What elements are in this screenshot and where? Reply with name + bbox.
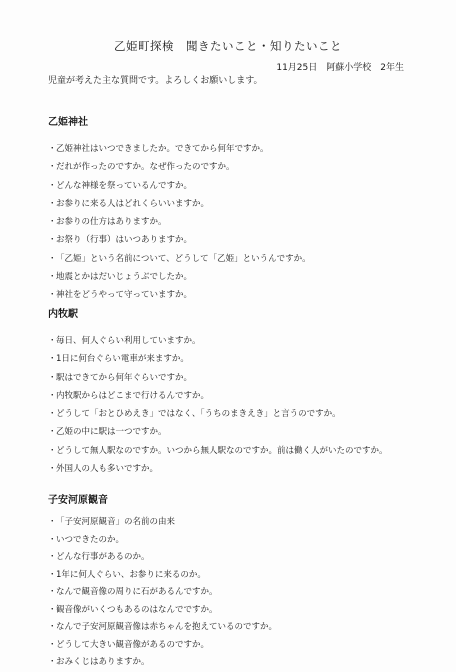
list-item [48,637,418,655]
bullet: ・ [48,604,57,615]
list-item [48,332,418,350]
bullet: ・ [48,622,57,632]
bullet: ・ [48,198,57,209]
list-item [48,268,418,286]
section-heading: 内牧駅 [48,309,78,320]
list-item [48,549,418,567]
bullet: ・ [48,253,57,264]
list-item [48,213,418,231]
bullet: ・ [48,235,57,246]
list-item [48,231,418,249]
item-text: お参りの仕方はありますか。 [56,217,167,228]
bullet: ・ [48,372,57,383]
list-item [48,195,418,213]
bullet: ・ [48,552,57,562]
bullet: ・ [48,162,57,173]
list-item [48,460,418,478]
item-text: どうして無人駅なのですか。いつから無人駅なのですか。前は働く人がいたのですか。 [56,445,388,456]
list-item [48,405,418,423]
bullet: ・ [48,272,57,283]
list-item [48,423,418,441]
bullet: ・ [48,390,57,401]
section-uchinomaki-station [48,308,418,478]
item-text: 1日に何台ぐらい電車が来ますか。 [56,354,189,365]
item-text: 神社をどうやって守っていますか。 [56,290,193,301]
item-text: なんで観音像の周りに石があるんですか。 [56,587,218,597]
list-item [48,514,418,532]
item-text: 1年に何人ぐらい、お参りに来るのか。 [56,569,206,580]
bullet: ・ [48,464,57,475]
bullet: ・ [48,657,57,667]
item-text: どんな行事があるのか。 [56,552,150,562]
item-text: いつできたのか。 [56,534,125,545]
bullet: ・ [48,427,57,438]
list-item [48,140,418,158]
item-text: だれが作ったのですか。なぜ作ったのですか。 [56,162,235,173]
bullet: ・ [48,354,57,365]
list-item [48,619,418,637]
item-text: 乙姫神社はいつできましたか。できてから何年ですか。 [56,144,269,154]
list-item [48,158,418,176]
item-text: どんな神様を祭っているんですか。 [56,180,193,191]
list-item [48,387,418,405]
list-item [48,602,418,620]
intro-text: 児童が考えた主な質問です。よろしくお願いします。 [48,76,263,86]
list-item [48,286,418,304]
list-item [48,532,418,550]
list-item [48,567,418,585]
bullet: ・ [48,534,57,545]
bullet: ・ [48,639,57,650]
list-item [48,654,418,672]
item-text: 「子安河原観音」の名前の由来 [56,517,176,527]
list-item [48,442,418,460]
item-text: 観音像がいくつもあるのはなんでですか。 [56,604,218,615]
section-heading: 子安河原観音 [48,495,108,506]
bullet: ・ [48,569,57,580]
item-text: 地震とかはだいじょうぶでしたか。 [56,272,193,283]
bullet: ・ [48,409,57,420]
item-text: 外国人の人も多いですか。 [56,464,159,475]
date-school-line: 11月25日 阿蘇小学校 2年生 [276,63,404,73]
item-text: おみくじはありますか。 [56,657,150,667]
list-item [48,177,418,195]
item-text: 「乙姫」という名前について、どうして「乙姫」というんですか。 [56,253,311,264]
item-text: 内牧駅からはどこまで行けるんですか。 [56,390,210,401]
section-koyasu-kawara-kannon [48,494,418,672]
list-item [48,350,418,368]
section-otohime-shrine [48,116,418,305]
bullet: ・ [48,217,57,228]
section-heading: 乙姫神社 [48,117,88,128]
bullet: ・ [48,144,57,154]
list-item [48,369,418,387]
bullet: ・ [48,336,57,346]
bullet: ・ [48,517,57,527]
document-title: 乙姫町探検 聞きたいこと・知りたいこと [114,39,342,53]
item-text: 駅はできてから何年ぐらいですか。 [56,372,193,383]
item-text: 毎日、何人ぐらい利用していますか。 [56,336,201,346]
item-text: 乙姫の中に駅は一つですか。 [56,427,167,438]
item-text: どうして大きい観音像があるのですか。 [56,639,210,650]
bullet: ・ [48,587,57,597]
item-text: お参りに来る人はどれくらいいますか。 [56,198,210,209]
bullet: ・ [48,290,57,301]
bullet: ・ [48,445,57,456]
list-item [48,584,418,602]
item-text: なんで子安河原観音像は赤ちゃんを抱えているのですか。 [56,622,278,632]
item-text: お祭り（行事）はいつありますか。 [56,235,193,246]
list-item [48,250,418,268]
bullet: ・ [48,180,57,191]
item-text: どうして「おとひめえき」ではなく、「うちのまきえき」と言うのですか。 [56,409,341,420]
